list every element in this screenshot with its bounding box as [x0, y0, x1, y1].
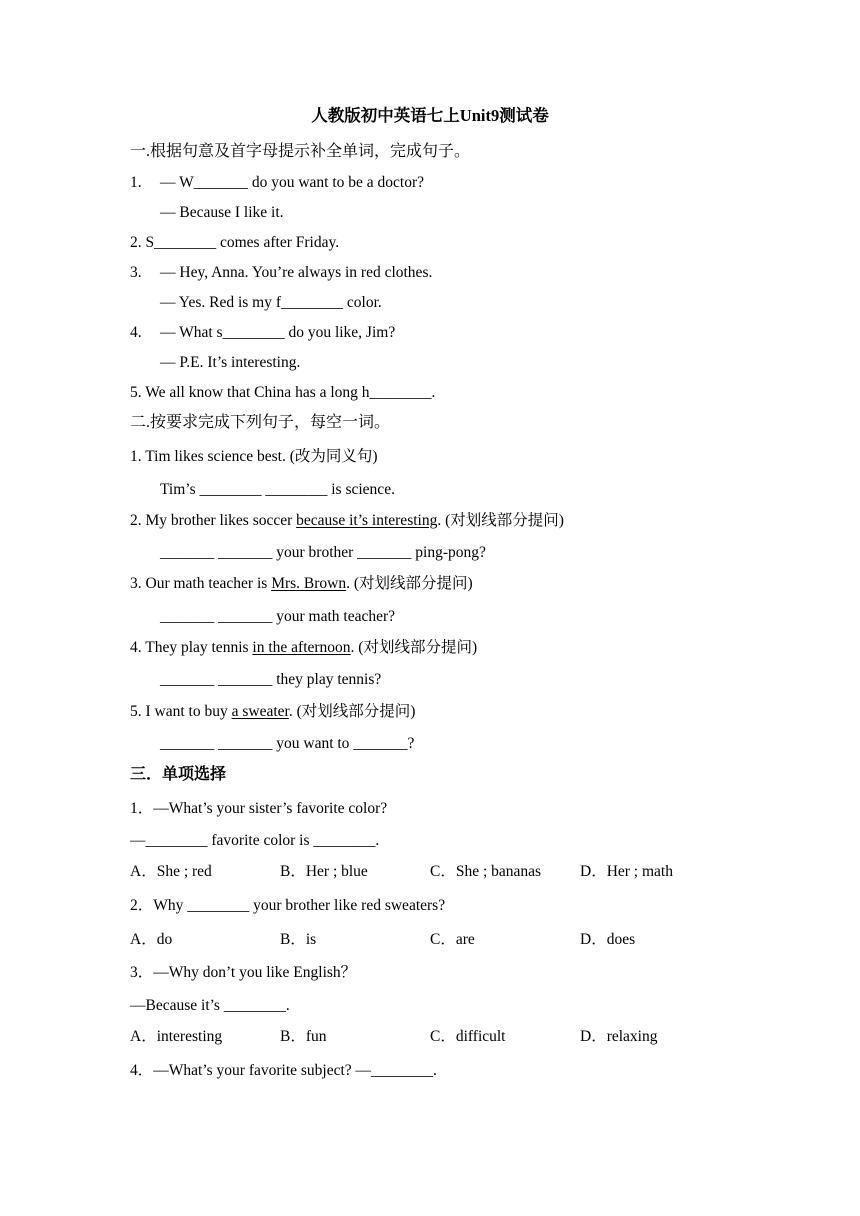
s3-q1-stem-2: —________ favorite color is ________.: [130, 832, 380, 849]
s2-item2-underlined: because it’s interesting: [296, 512, 438, 529]
s2-item5-underlined: a sweater: [231, 703, 289, 720]
section3-heading: 三．单项选择: [130, 766, 227, 783]
s2-item4-text: 4. They play tennis: [130, 639, 253, 656]
s3-q3-stem-2: —Because it’s ________.: [130, 997, 290, 1014]
s1-item5: 5. We all know that China has a long h________.: [130, 384, 436, 401]
s3-q1-option-a[interactable]: A．She ; red: [130, 863, 212, 880]
s2-item4-prompt: [130, 638, 477, 658]
s1-item4-num: 4.: [130, 324, 142, 341]
s2-item5-instruction: . (对划线部分提问): [288, 703, 416, 720]
s2-item3-underlined: Mrs. Brown: [271, 575, 347, 592]
s3-q3-option-b[interactable]: B．fun: [280, 1028, 327, 1045]
s2-item5-text: 5. I want to buy: [130, 703, 232, 720]
s3-q2-option-c[interactable]: C．are: [430, 931, 475, 948]
s2-item4-instruction: . (对划线部分提问): [350, 639, 478, 656]
s3-q1-stem: 1．—What’s your sister’s favorite color?: [130, 800, 388, 817]
s2-item2-instruction: . (对划线部分提问): [437, 512, 564, 529]
s1-item4-line-b: — P.E. It’s interesting.: [160, 354, 301, 371]
s3-q1-option-c[interactable]: C．She ; bananas: [430, 863, 542, 880]
s3-q2-option-a[interactable]: A．do: [130, 931, 173, 948]
s3-q3-option-d[interactable]: D．relaxing: [580, 1028, 658, 1045]
s2-item4-underlined: in the afternoon: [252, 639, 351, 656]
s2-item5-answer: _______ _______ you want to _______?: [160, 735, 415, 752]
s1-item1-num: 1.: [130, 174, 142, 191]
page-title: 人教版初中英语七上Unit9测试卷: [311, 106, 549, 125]
s1-item4-line-a: — What s________ do you like, Jim?: [160, 324, 396, 341]
s3-q1-option-d[interactable]: D．Her ; math: [580, 863, 673, 880]
s2-item3-text: 3. Our math teacher is: [130, 575, 272, 592]
s3-q3-stem: 3．—Why don’t you like English？: [130, 964, 357, 981]
s3-q2-option-b[interactable]: B．is: [280, 931, 317, 948]
s2-item4-answer: _______ _______ they play tennis?: [160, 671, 382, 688]
s3-q2-option-d[interactable]: D．does: [580, 931, 636, 948]
s2-item3-instruction: . (对划线部分提问): [346, 575, 473, 592]
s1-item1-line-a: — W_______ do you want to be a doctor?: [160, 174, 425, 191]
s2-item3-answer: _______ _______ your math teacher?: [160, 608, 396, 625]
s3-q2-stem: 2．Why ________ your brother like red sweaters?: [130, 897, 446, 914]
s2-item1-prompt: [130, 447, 378, 467]
s2-item5-prompt: [130, 702, 415, 722]
s3-q4-stem: 4．—What’s your favorite subject? —________.: [130, 1062, 437, 1079]
s2-item1-answer: Tim’s ________ ________ is science.: [160, 481, 395, 498]
s2-item1-text: 1. Tim likes science best. (改为同义句): [130, 448, 378, 465]
s1-item2: 2. S________ comes after Friday.: [130, 234, 340, 251]
s2-item2-prompt: [130, 511, 564, 531]
s2-item2-answer: _______ _______ your brother _______ ping-pong?: [160, 544, 486, 561]
s1-item1-line-b: — Because I like it.: [160, 204, 284, 221]
section2-heading: 二.按要求完成下列句子，每空一词。: [130, 414, 391, 431]
s1-item3-line-a: — Hey, Anna. You’re always in red clothes.: [160, 264, 433, 281]
s1-item3-line-b: — Yes. Red is my f________ color.: [160, 294, 382, 311]
s2-item2-text: 2. My brother likes soccer: [130, 512, 297, 529]
s1-item3-num: 3.: [130, 264, 142, 281]
s3-q3-option-c[interactable]: C．difficult: [430, 1028, 506, 1045]
section1-heading: 一.根据句意及首字母提示补全单词，完成句子。: [130, 143, 471, 160]
s2-item3-prompt: [130, 574, 473, 594]
s3-q3-option-a[interactable]: A．interesting: [130, 1028, 223, 1045]
s3-q1-option-b[interactable]: B．Her ; blue: [280, 863, 368, 880]
